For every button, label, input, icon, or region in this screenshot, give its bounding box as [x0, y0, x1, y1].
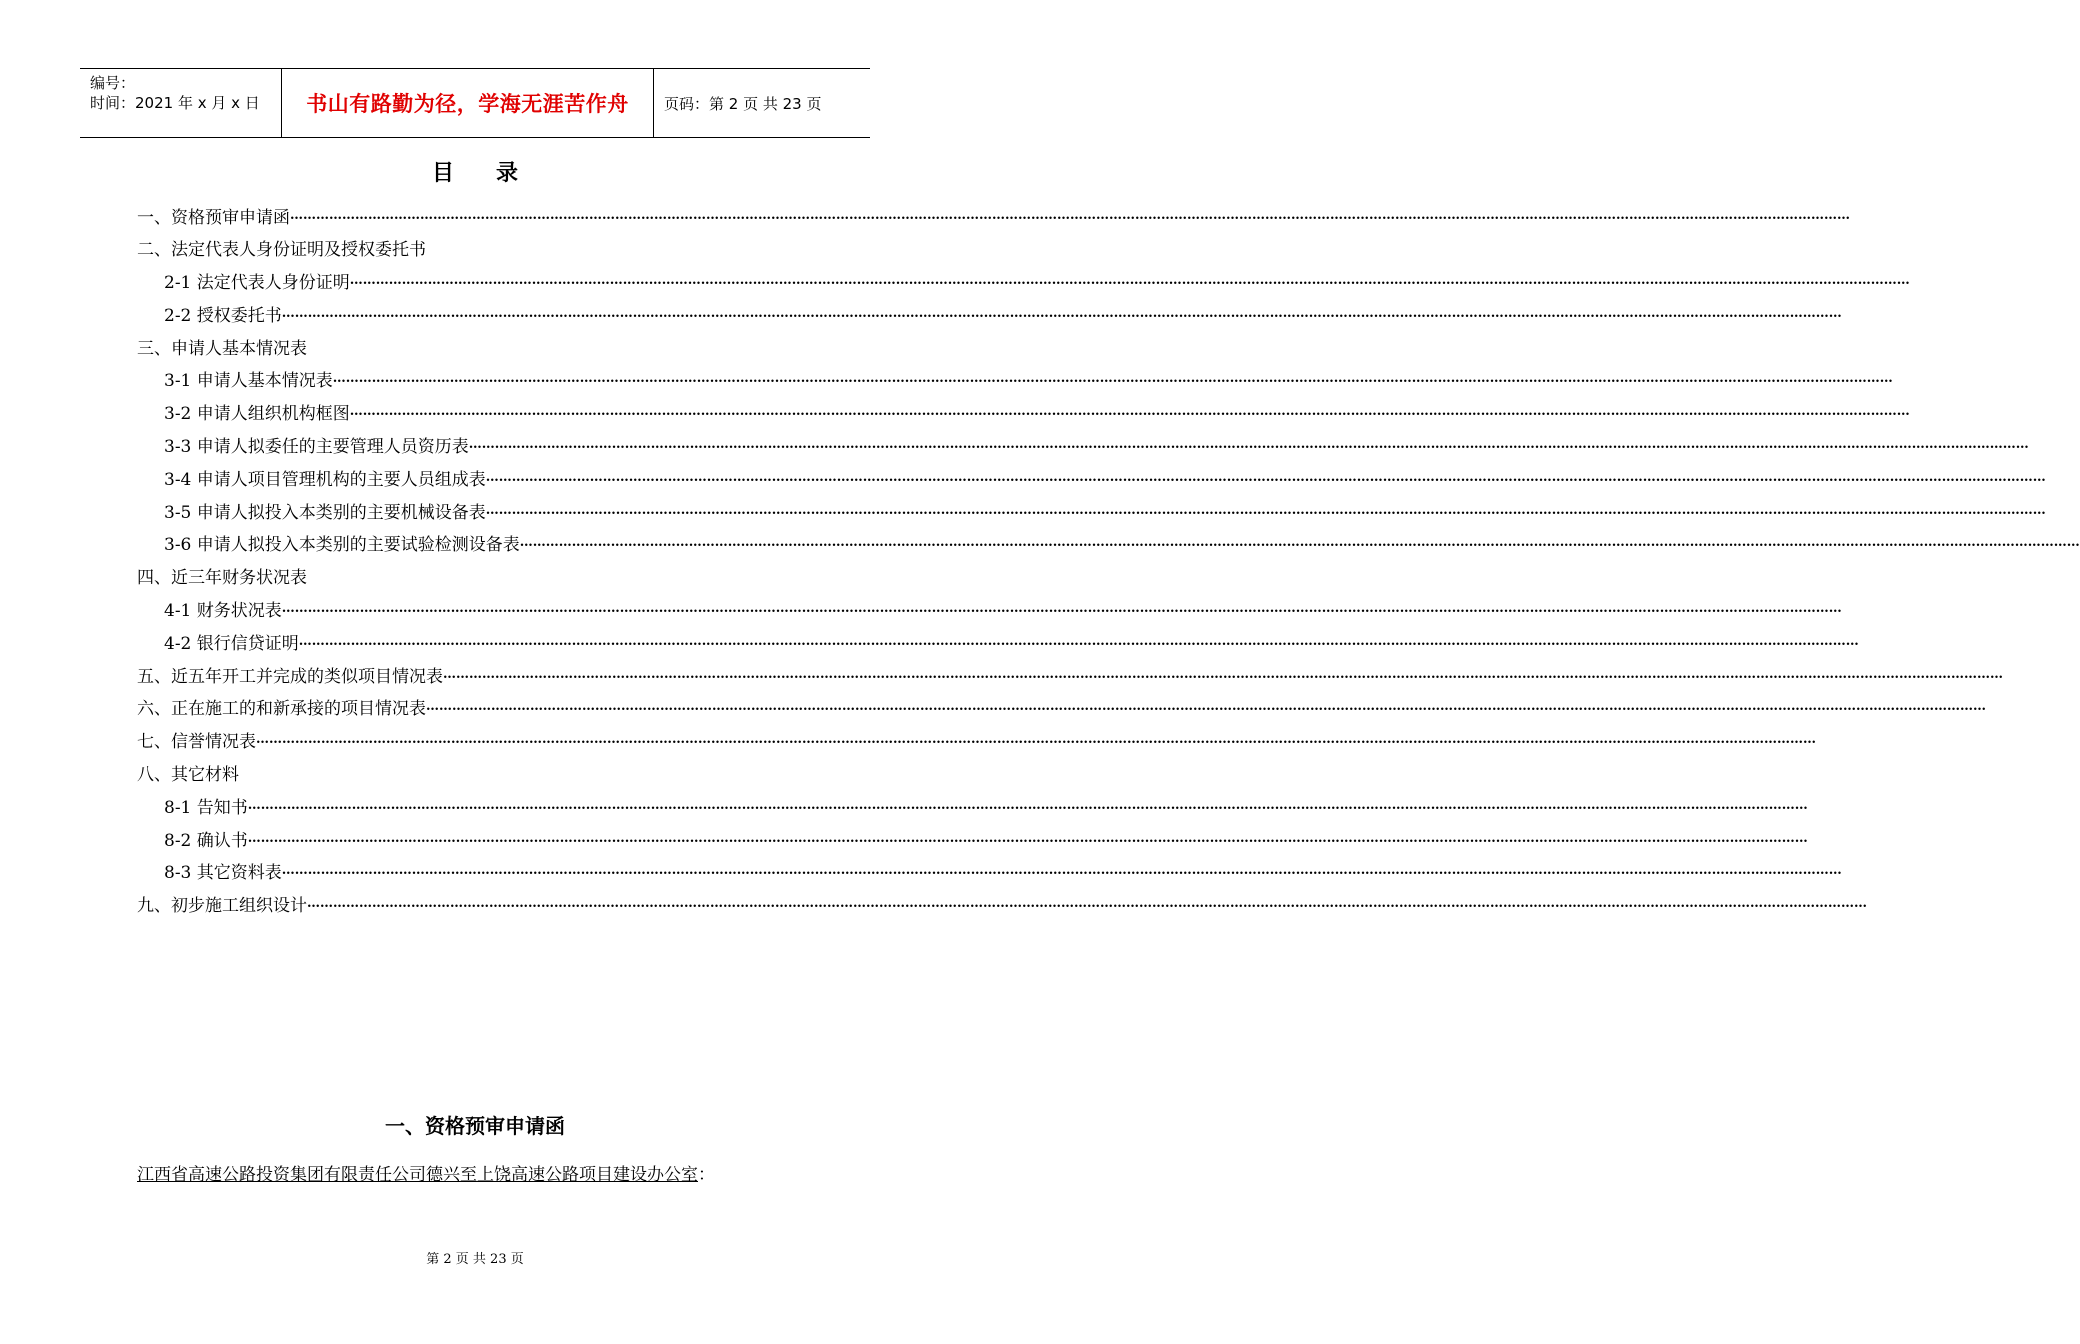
toc-leader-dots: ……………………………………………………………………………………………………………………………………………………………………………………………………………………………………………………………………………………………………………………………… [281, 601, 1842, 616]
toc-entry[interactable] [137, 560, 769, 590]
toc-leader-dots: ……………………………………………………………………………………………………………………………………………………………………………………………………………………………………………………………………………………………………………………………… [426, 699, 1986, 714]
toc-entry[interactable] [164, 462, 2046, 492]
toc-entry-text: 一、资格预审申请函 [137, 207, 290, 228]
toc-entry-text: 3-4 申请人项目管理机构的主要人员组成表 [164, 469, 486, 490]
toc-entry-text: 2-2 授权委托书 [164, 305, 282, 326]
toc-entry[interactable] [164, 363, 1893, 393]
toc-leader-dots: ……………………………………………………………………………………………………………………………………………………………………………………………………………………………………………………………………………………………………………………………… [247, 831, 1808, 846]
toc-entry[interactable] [164, 298, 1842, 328]
document-header [80, 68, 870, 138]
toc-entry-text: 四、近三年财务状况表 [137, 567, 307, 588]
toc-entry[interactable] [137, 888, 1867, 918]
toc-entry-text: 3-1 申请人基本情况表 [164, 370, 333, 391]
toc-entry[interactable] [164, 527, 2080, 557]
header-page-info: 页码：第 2 页 共 23 页 [664, 94, 822, 113]
addressee-line [137, 1160, 715, 1185]
toc-leader-dots: ……………………………………………………………………………………………………………………………………………………………………………………………………………………………………………………………………………………………………………………………… [519, 535, 2080, 550]
toc-title-part2: 录 [496, 161, 519, 186]
toc-leader-dots: ……………………………………………………………………………………………………………………………………………………………………………………………………………………………………………………………………………………………………………………………… [256, 732, 1816, 747]
toc-leader-dots: ……………………………………………………………………………………………………………………………………………………………………………………………………………………………………………………………………………………………………………………………… [349, 404, 1910, 419]
toc-entry[interactable] [164, 593, 1842, 623]
toc-leader-dots: ……………………………………………………………………………………………………………………………………………………………………………………………………………………………………………………………………………………………………………………………… [307, 896, 1867, 911]
toc-entry[interactable] [164, 396, 1910, 426]
toc-title [0, 156, 950, 187]
page-footer: 第 2 页 共 23 页 [426, 1252, 524, 1267]
toc-entry-text: 3-3 申请人拟委任的主要管理人员资历表 [164, 436, 469, 457]
toc-entry-text: 八、其它材料 [137, 764, 239, 785]
toc-leader-dots: ……………………………………………………………………………………………………………………………………………………………………………………………………………………………………………………………………………………………………………………………… [298, 634, 1859, 649]
toc-entry[interactable] [137, 724, 1816, 754]
toc-entry[interactable] [137, 331, 769, 361]
toc-entry-text: 3-6 申请人拟投入本类别的主要试验检测设备表 [164, 534, 520, 555]
date-label: 时间：2021 年 x 月 x 日 [90, 94, 260, 112]
toc-entry-text: 七、信誉情况表 [137, 731, 256, 752]
toc-entry-text: 三、申请人基本情况表 [137, 338, 307, 359]
toc-entry[interactable] [137, 691, 1986, 721]
toc-entry-text: 8-1 告知书 [164, 797, 248, 818]
toc-entry-text: 六、正在施工的和新承接的项目情况表 [137, 698, 426, 719]
toc-entry-text: 8-3 其它资料表 [164, 862, 282, 883]
toc-leader-dots: ……………………………………………………………………………………………………………………………………………………………………………………………………………………………………………………………………………………………………………………………… [468, 437, 2029, 452]
toc-leader-dots: ……………………………………………………………………………………………………………………………………………………………………………………………………………………………………………………………………………………………………………………………… [485, 470, 2046, 485]
toc-leader-dots: ……………………………………………………………………………………………………………………………………………………………………………………………………………………………………………………………………………………………………………………………… [281, 306, 1842, 321]
toc-leader-dots: ……………………………………………………………………………………………………………………………………………………………………………………………………………………………………………………………………………………………………………………………… [332, 371, 1893, 386]
toc-entry-text: 2-1 法定代表人身份证明 [164, 272, 350, 293]
toc-entry[interactable] [164, 790, 1808, 820]
toc-entry-text: 8-2 确认书 [164, 830, 248, 851]
toc-entry[interactable] [164, 823, 1808, 853]
addressee-name: 江西省高速公路投资集团有限责任公司德兴至上饶高速公路项目建设办公室 [137, 1165, 698, 1185]
toc-entry-text: 3-2 申请人组织机构框图 [164, 403, 350, 424]
toc-entry-text: 4-1 财务状况表 [164, 600, 282, 621]
toc-entry[interactable] [137, 200, 1850, 230]
toc-entry[interactable] [137, 659, 2003, 689]
toc-entry[interactable] [137, 757, 769, 787]
toc-title-part1: 目 [431, 161, 454, 186]
toc-leader-dots: ……………………………………………………………………………………………………………………………………………………………………………………………………………………………………………………………………………………………………………………………… [443, 667, 2003, 682]
addressee-suffix: ： [698, 1165, 715, 1185]
header-meta [80, 69, 282, 137]
toc-entry[interactable] [164, 265, 1910, 295]
header-motto: 书山有路勤为径，学海无涯苦作舟 [282, 69, 654, 137]
toc-entry-text: 二、法定代表人身份证明及授权委托书 [137, 239, 426, 260]
toc-leader-dots: ……………………………………………………………………………………………………………………………………………………………………………………………………………………………………………………………………………………………………………………………… [349, 273, 1910, 288]
toc-entry-text: 五、近五年开工并完成的类似项目情况表 [137, 666, 443, 687]
toc-entry[interactable] [164, 495, 2046, 525]
toc-entry[interactable] [164, 626, 1859, 656]
toc-entry[interactable] [164, 429, 2029, 459]
toc-entry-text: 九、初步施工组织设计 [137, 895, 307, 916]
toc-entry-text: 3-5 申请人拟投入本类别的主要机械设备表 [164, 502, 486, 523]
toc-leader-dots: ……………………………………………………………………………………………………………………………………………………………………………………………………………………………………………………………………………………………………………………………… [485, 503, 2046, 518]
toc-entry[interactable] [164, 855, 1842, 885]
toc-leader-dots: ……………………………………………………………………………………………………………………………………………………………………………………………………………………………………………………………………………………………………………………………… [290, 208, 1850, 223]
number-label: 编号： [90, 74, 136, 92]
section-heading: 一、资格预审申请函 [385, 1114, 565, 1138]
toc-leader-dots: ……………………………………………………………………………………………………………………………………………………………………………………………………………………………………………………………………………………………………………………………… [247, 798, 1808, 813]
toc-entry[interactable] [137, 232, 769, 262]
toc-entry-text: 4-2 银行信贷证明 [164, 633, 299, 654]
toc-leader-dots: ……………………………………………………………………………………………………………………………………………………………………………………………………………………………………………………………………………………………………………………………… [281, 863, 1842, 878]
